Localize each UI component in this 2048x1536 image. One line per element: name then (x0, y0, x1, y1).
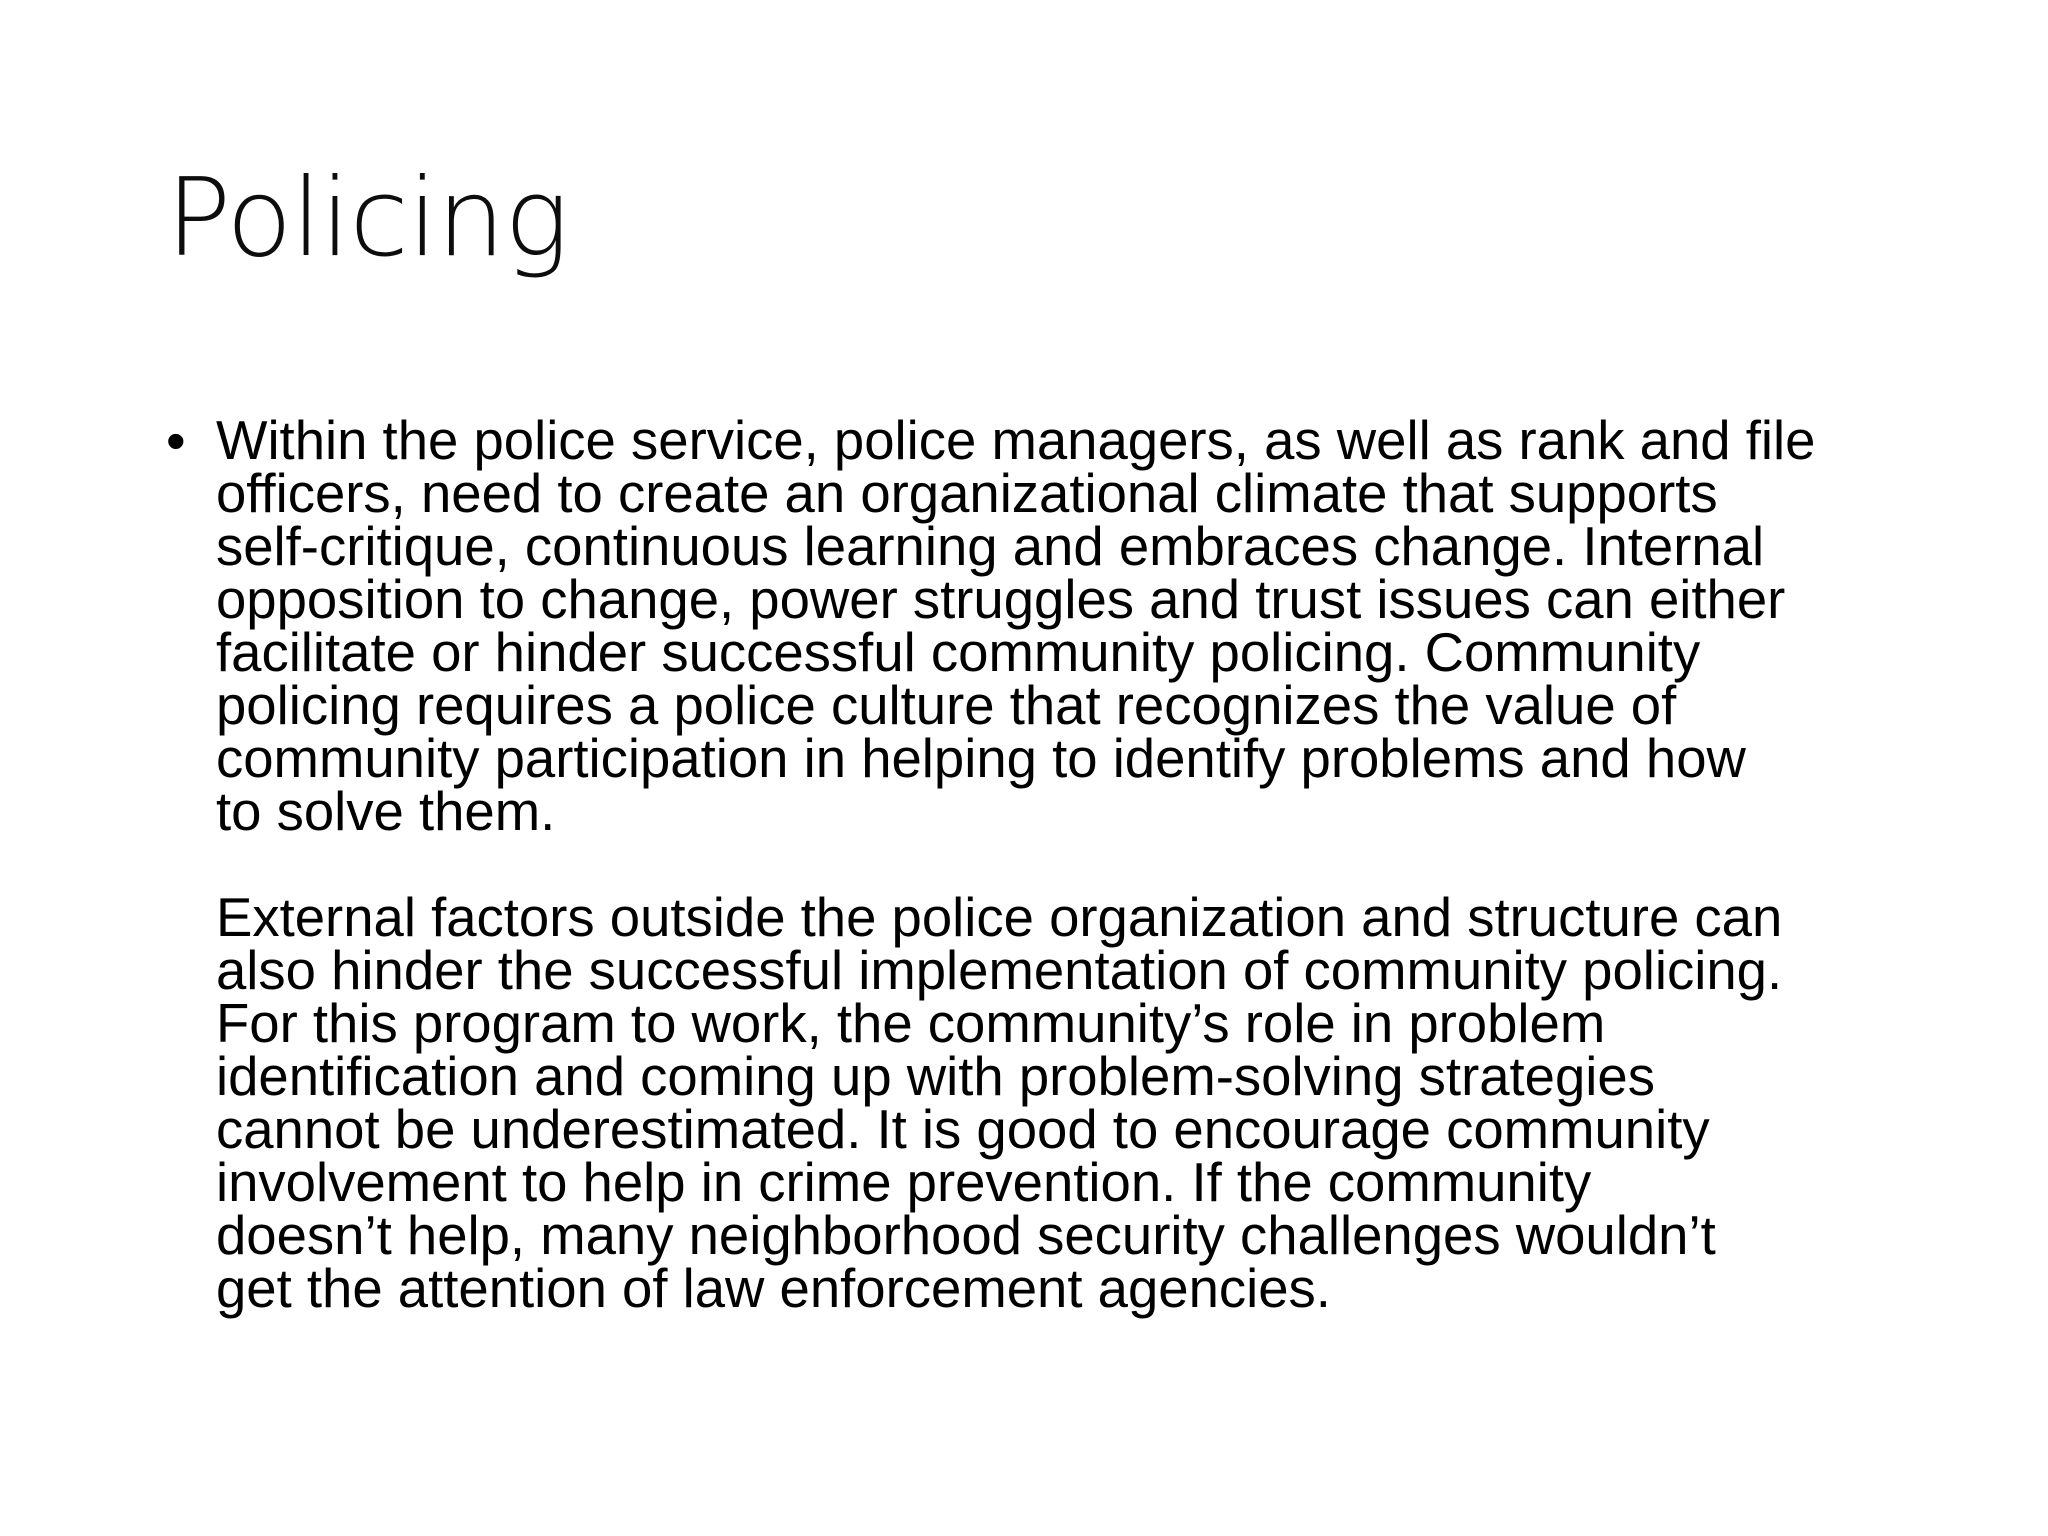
paragraph-spacer (216, 838, 1920, 891)
text-line: to solve them. (216, 781, 556, 842)
bullet-icon: • (166, 409, 186, 472)
text-line: doesn’t help, many neighborhood security challenges wouldn’t (216, 1205, 1716, 1266)
text-line: self-critique, continuous learning and embraces change. Internal (216, 516, 1765, 577)
text-line: opposition to change, power struggles and trust issues can either (216, 569, 1786, 630)
text-line: For this program to work, the community’s role in problem (216, 993, 1606, 1054)
text-line: get the attention of law enforcement agencies. (216, 1258, 1331, 1319)
text-line: facilitate or hinder successful community policing. Community (216, 622, 1701, 683)
text-line: also hinder the successful implementation of community policing. (216, 940, 1783, 1001)
slide-title: Policing (166, 156, 569, 281)
text-line: identification and coming up with problem-solving strategies (216, 1046, 1655, 1107)
paragraph-internal-factors (216, 410, 1920, 842)
text-line: policing requires a police culture that recognizes the value of (216, 675, 1677, 736)
text-line: community participation in helping to identify problems and how (216, 728, 1746, 789)
paragraph-external-factors (216, 887, 1920, 1319)
text-line: officers, need to create an organizational climate that supports (216, 463, 1718, 524)
text-line: External factors outside the police organization and structure can (216, 887, 1783, 948)
bullet-list (160, 409, 1920, 1319)
text-line: Within the police service, police managers, as well as rank and file (216, 410, 1816, 471)
text-line: involvement to help in crime prevention. If the community (216, 1152, 1592, 1213)
bullet-item (160, 409, 1920, 1319)
text-line: cannot be underestimated. It is good to encourage community (216, 1099, 1710, 1160)
slide-body (160, 409, 1920, 1319)
